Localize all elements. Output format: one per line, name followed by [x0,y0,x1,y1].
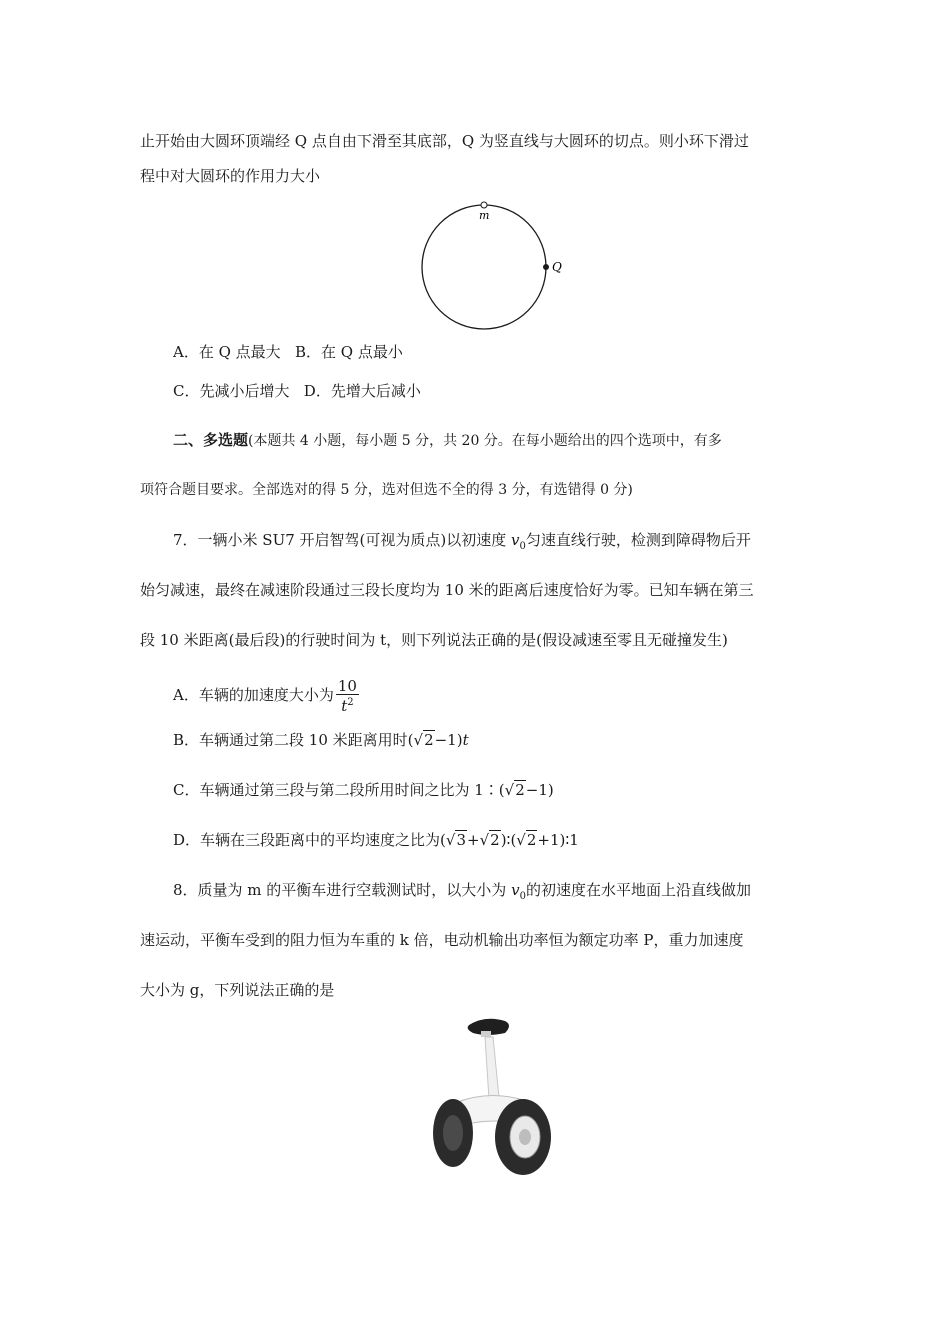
q6-options-ab [173,342,403,362]
section2-heading: 二、多选题 [173,431,249,449]
small-ring-top [481,202,487,208]
q7-option-c: C．车辆通过第三段与第二段所用时间之比为 1∶(√2−1) [173,781,554,799]
q7-option-b-text: B．车辆通过第二段 10 米距离用时( [173,731,414,749]
q7-option-a-text: A．车辆的加速度大小为 [173,686,334,704]
section2-line-1 [173,430,722,451]
sqrt-symbol: √2 [516,831,537,849]
q6-options-cd [173,381,421,401]
fraction-denominator: $t^2$ [341,697,354,715]
q7-option-a-fraction [336,678,359,714]
balance-scooter-image [425,1015,565,1185]
q6-option-a: A．在 Q 点最大 [173,343,281,361]
q8-v0: v [511,881,520,899]
q7-v0-sub: 0 [519,541,526,552]
q8-line-1a: 8．质量为 m 的平衡车进行空载测试时，以大小为 [173,881,512,899]
q7-line-2: 始匀减速，最终在减速阶段通过三段长度均为 10 米的距离后速度恰好为零。已知车辆在第三 [140,581,754,599]
q6-option-b: B．在 Q 点最小 [294,343,403,361]
q7-option-a [173,678,359,714]
q8-line-1b: 的初速度在水平地面上沿直线做加 [525,881,751,899]
point-q [543,264,549,270]
label-m: m [479,209,490,222]
q7-line-1a: 7．一辆小米 SU7 开启智驾(可视为质点)以初速度 [173,531,512,549]
scooter-column [485,1037,499,1099]
q7-option-d: D．车辆在三段距离中的平均速度之比为(√3+√2)∶(√2+1)∶1 [173,831,579,849]
sqrt-symbol: √3 [445,831,466,849]
q7-line-1b: 匀速直线行驶，检测到障碍物后开 [525,531,751,549]
ring-figure [410,196,590,332]
q8-v0-sub: 0 [519,891,526,902]
sqrt-symbol: √2 [413,731,434,749]
q8-line-1 [173,880,751,907]
section2-desc-1: (本题共 4 小题，每小题 5 分，共 20 分。在每小题给出的四个选项中，有多 [248,433,722,449]
q7-v0: v [511,531,520,549]
q7-option-d-text: D．车辆在三段距离中的平均速度之比为( [173,831,446,849]
q7-option-b: B．车辆通过第二段 10 米距离用时(√2−1)t [173,731,469,749]
q7-line-3: 段 10 米距离(最后段)的行驶时间为 t，则下列说法正确的是(假设减速至零且无碰撞发生) [140,631,728,649]
q6-line-1: 止开始由大圆环顶端经 Q 点自由下滑至其底部，Q 为竖直线与大圆环的切点。则小环下滑过 [140,132,749,150]
label-q: Q [552,260,562,274]
q6-option-c: C．先减小后增大 [173,382,290,400]
sqrt-symbol: √2 [504,781,525,799]
q8-line-2: 速运动，平衡车受到的阻力恒为车重的 k 倍，电动机输出功率恒为额定功率 P，重力加速度 [140,931,744,949]
q7-line-1 [173,530,751,557]
q8-line-3: 大小为 g，下列说法正确的是 [140,981,335,999]
q6-option-d: D．先增大后减小 [303,382,421,400]
q7-option-c-text: C．车辆通过第三段与第二段所用时间之比为 1∶( [173,781,505,799]
sqrt-symbol: √2 [479,831,500,849]
section2-desc-2: 项符合题目要求。全部选对的得 5 分，选对但选不全的得 3 分，有选错得 0 分) [140,482,633,498]
big-ring [422,205,546,329]
fraction-numerator: 10 [337,677,357,695]
q6-line-2: 程中对大圆环的作用力大小 [140,167,321,185]
